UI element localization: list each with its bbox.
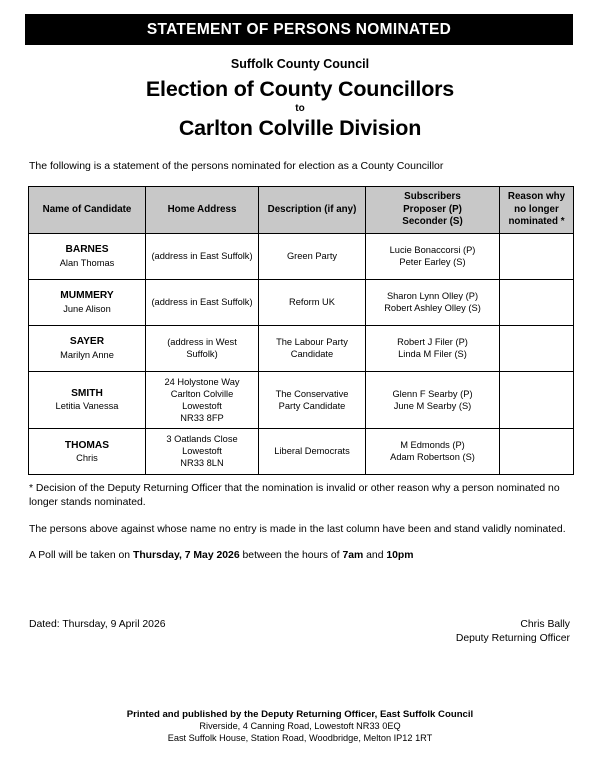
- intro-text: The following is a statement of the persons nominated for election as a County Councillor: [29, 160, 444, 172]
- reason-cell: [500, 279, 574, 325]
- reason-cell: [500, 428, 574, 474]
- candidate-surname: MUMMERY: [60, 290, 114, 302]
- candidate-forenames: June Alison: [63, 303, 111, 314]
- candidate-forenames: Chris: [76, 452, 98, 463]
- reason-header-line-1: Reason why: [507, 191, 566, 202]
- home-address-cell: [146, 279, 259, 325]
- table-row: [29, 233, 574, 279]
- to-connector: to: [295, 103, 305, 115]
- column-header-address: Home Address: [146, 187, 259, 234]
- division-title: Carlton Colville Division: [178, 116, 422, 141]
- reason-header-line-2: no longer: [514, 203, 559, 215]
- poll-middle: between the hours of: [239, 550, 343, 562]
- footer-printed-by: Printed and published by the Deputy Returning Officer, East Suffolk Council: [126, 709, 474, 720]
- title-block: [0, 57, 600, 141]
- poll-and: and: [363, 550, 387, 562]
- home-address-cell: [146, 371, 259, 428]
- subscriber-line: M Edmonds (P): [400, 440, 465, 451]
- table-row: [29, 428, 574, 474]
- address-line: Carlton Colville: [170, 388, 234, 399]
- footer-address-line-1: Riverside, 4 Canning Road, Lowestoft NR33 0EQ: [199, 721, 401, 732]
- statement-banner: [25, 14, 573, 45]
- candidate-name-cell: [29, 371, 146, 428]
- home-address-cell: [146, 428, 259, 474]
- description-cell: [259, 428, 366, 474]
- poll-open-time: 7am: [342, 550, 364, 562]
- subscriber-line: Peter Earley (S): [399, 257, 466, 268]
- footer-address-line-2: East Suffolk House, Station Road, Woodbridge, Melton IP12 1RT: [167, 733, 433, 744]
- subscriber-line: Adam Robertson (S): [390, 452, 475, 463]
- table-row: [29, 279, 574, 325]
- subscriber-line: Sharon Lynn Olley (P): [386, 291, 479, 302]
- candidate-forenames: Marilyn Anne: [60, 349, 114, 360]
- subscribers-header-line-3: Seconder (S): [402, 216, 463, 228]
- home-address-cell: [146, 325, 259, 371]
- description-line: The Labour Party: [276, 337, 348, 348]
- table-header-row: [29, 187, 574, 234]
- address-line: 3 Oatlands Close: [166, 434, 238, 445]
- validly-nominated-note: The persons above against whose name no entry is made in the last column have been and stand validly nominated.: [29, 523, 566, 535]
- candidate-surname: THOMAS: [64, 439, 110, 451]
- signature-block: [456, 618, 570, 646]
- officer-name: Chris Bally: [520, 619, 570, 630]
- candidate-surname: SMITH: [71, 388, 103, 400]
- subscriber-line: Linda M Filer (S): [398, 349, 467, 360]
- subscriber-line: June M Searby (S): [393, 400, 472, 411]
- description-line: Candidate: [290, 349, 334, 360]
- description-cell: [259, 233, 366, 279]
- dated-text: Dated: Thursday, 9 April 2026: [29, 619, 166, 630]
- candidate-forenames: Alan Thomas: [59, 257, 115, 268]
- candidate-name-cell: [29, 325, 146, 371]
- description-line: Green Party: [286, 251, 338, 262]
- poll-date: Thursday, 7 May 2026: [132, 550, 240, 562]
- officer-title: Deputy Returning Officer: [455, 633, 570, 645]
- address-line: (address in East Suffolk): [151, 251, 253, 262]
- address-line: Lowestoft: [182, 446, 222, 457]
- subscribers-cell: [366, 428, 500, 474]
- table-row: [29, 371, 574, 428]
- nominations-table-body: [29, 233, 574, 474]
- subscribers-cell: [366, 371, 500, 428]
- candidate-forenames: Letitia Vanessa: [55, 401, 119, 412]
- column-header-name: Name of Candidate: [29, 187, 146, 234]
- notes-block: [29, 482, 570, 563]
- address-line: (address in West: [167, 337, 237, 348]
- reason-cell: [500, 371, 574, 428]
- address-line: NR33 8FP: [180, 412, 224, 423]
- reason-cell: [500, 233, 574, 279]
- description-line: The Conservative: [275, 388, 349, 399]
- reason-cell: [500, 325, 574, 371]
- subscriber-line: Robert J Filer (P): [397, 337, 468, 348]
- candidate-surname: BARNES: [65, 244, 109, 256]
- banner-title: STATEMENT OF PERSONS NOMINATED: [146, 20, 452, 38]
- candidate-name-cell: [29, 233, 146, 279]
- subscriber-line: Lucie Bonaccorsi (P): [389, 245, 476, 256]
- council-name: Suffolk County Council: [230, 57, 370, 71]
- election-title: Election of County Councillors: [145, 77, 455, 102]
- description-line: Party Candidate: [278, 400, 346, 411]
- table-row: [29, 325, 574, 371]
- description-cell: [259, 325, 366, 371]
- address-line: Suffolk): [186, 349, 218, 360]
- candidate-name-cell: [29, 279, 146, 325]
- dated-signature-row: [29, 618, 570, 646]
- address-line: (address in East Suffolk): [151, 297, 253, 308]
- subscriber-line: Robert Ashley Olley (S): [384, 303, 481, 314]
- description-cell: [259, 371, 366, 428]
- subscribers-cell: [366, 233, 500, 279]
- poll-note: [29, 549, 570, 563]
- subscriber-line: Glenn F Searby (P): [392, 388, 473, 399]
- address-line: 24 Holystone Way: [164, 376, 240, 387]
- description-cell: [259, 279, 366, 325]
- description-line: Liberal Democrats: [274, 446, 350, 457]
- address-line: NR33 8LN: [180, 458, 224, 469]
- column-header-subscribers: [366, 187, 500, 234]
- description-line: Reform UK: [289, 297, 335, 308]
- subscribers-header-line-1: Subscribers: [404, 191, 461, 202]
- address-line: Lowestoft: [182, 400, 222, 411]
- poll-close-time: 10pm: [386, 550, 414, 562]
- column-header-reason: [500, 187, 574, 234]
- poll-prefix: A Poll will be taken on: [29, 550, 133, 562]
- home-address-cell: [146, 233, 259, 279]
- footnote-decision: * Decision of the Deputy Returning Officer that the nomination is invalid or other reason why a person nominated no longer stands nominated.: [29, 483, 560, 508]
- subscribers-cell: [366, 325, 500, 371]
- candidate-surname: SAYER: [69, 336, 105, 348]
- page-footer: [0, 709, 600, 745]
- column-header-description: Description (if any): [259, 187, 366, 234]
- reason-header-line-3: nominated *: [508, 216, 565, 228]
- subscribers-header-line-2: Proposer (P): [403, 203, 462, 215]
- candidate-name-cell: [29, 428, 146, 474]
- nominations-table: [28, 186, 574, 475]
- subscribers-cell: [366, 279, 500, 325]
